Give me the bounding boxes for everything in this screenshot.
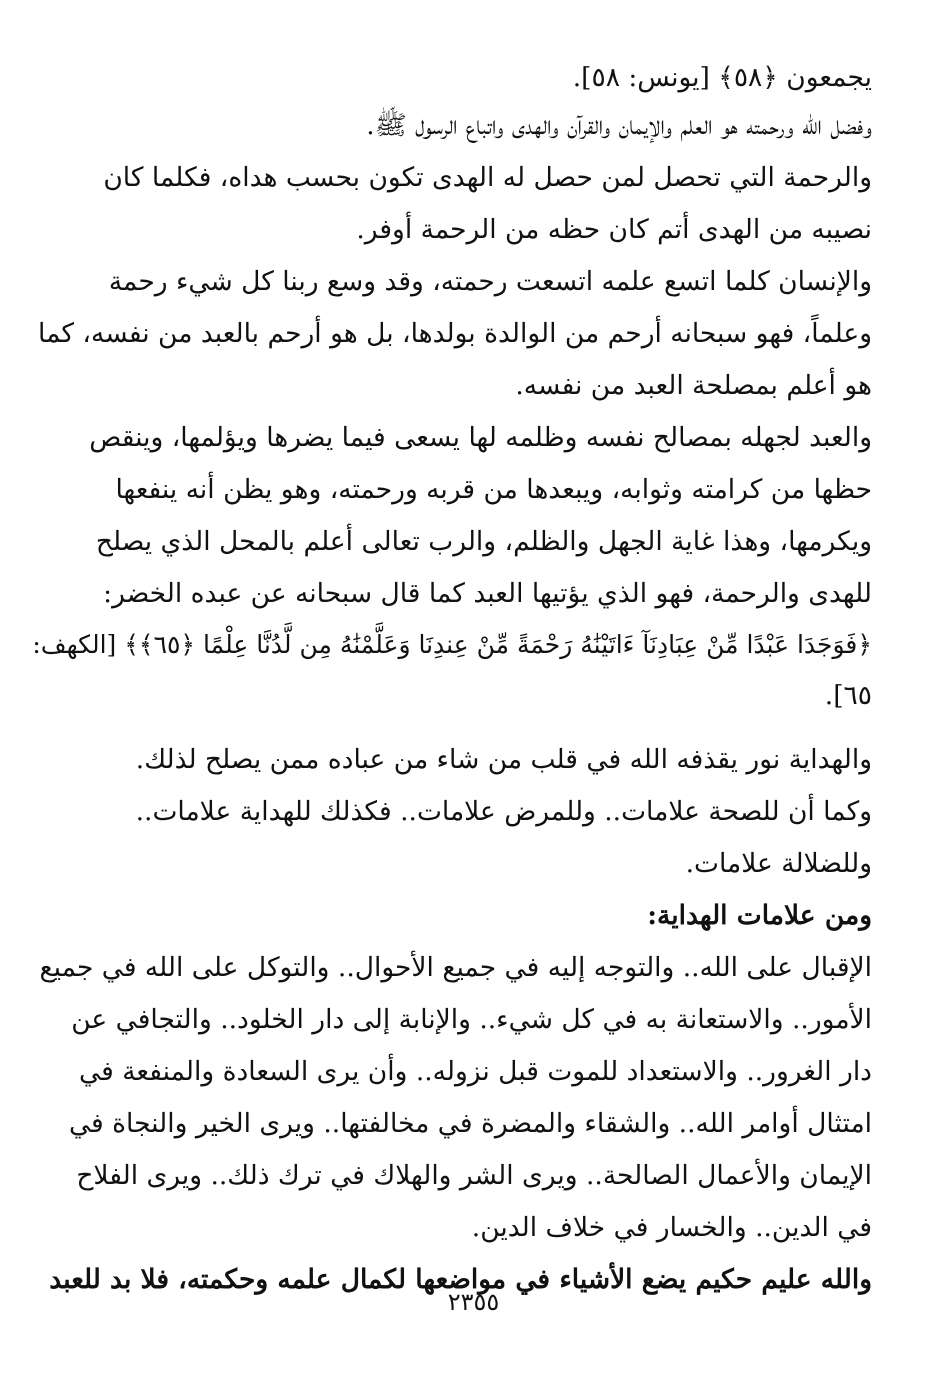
page-body <box>32 56 872 1306</box>
paragraph-line: الأمور.. والاستعانة به في كل شيء.. والإنابة إلى دار الخلود.. والتجافي عن <box>71 1004 872 1035</box>
paragraph-line: هو أعلم بمصلحة العبد من نفسه. <box>515 370 872 401</box>
paragraph-line: وفضل الله ورحمته هو العلم والإيمان والقرآن والهدى واتباع الرسول ﷺ. <box>366 110 872 141</box>
paragraph-line: والهداية نور يقذفه الله في قلب من شاء من عباده ممن يصلح لذلك. <box>135 744 872 775</box>
paragraph-line: دار الغرور.. والاستعداد للموت قبل نزوله.. وأن يرى السعادة والمنفعة في <box>79 1056 872 1087</box>
paragraph-line: والعبد لجهله بمصالح نفسه وظلمه لها يسعى فيما يضرها ويؤلمها، وينقص <box>89 422 872 453</box>
paragraph-line: الإقبال على الله.. والتوجه إليه في جميع الأحوال.. والتوكل على الله في جميع <box>39 952 872 983</box>
paragraph-line: والإنسان كلما اتسع علمه اتسعت رحمته، وقد وسع ربنا كل شيء رحمة <box>108 266 872 297</box>
paragraph-line: وللضلالة علامات. <box>685 848 872 879</box>
page-number: ٢٣٥٥ <box>447 1288 500 1316</box>
paragraph-line: الإيمان والأعمال الصالحة.. ويرى الشر والهلاك في ترك ذلك.. ويرى الفلاح <box>76 1160 872 1191</box>
quran-verse: ﴿فَوَجَدَا عَبْدًا مِّنْ عِبَادِنَآ ءَاتَيْنَٰهُ رَحْمَةً مِّنْ عِندِنَا وَعَلَّمْنَٰهُ مِن لَّدُنَّا عِلْمًا ﴿٦٥﴾﴾ [الكهف: <box>32 630 872 659</box>
paragraph-line: والرحمة التي تحصل لمن حصل له الهدى تكون بحسب هداه، فكلما كان <box>103 162 872 193</box>
paragraph-line: امتثال أوامر الله.. والشقاء والمضرة في مخالفتها.. ويرى الخير والنجاة في <box>68 1108 872 1139</box>
paragraph-line: ويكرمها، وهذا غاية الجهل والظلم، والرب تعالى أعلم بالمحل الذي يصلح <box>95 526 872 557</box>
paragraph-line: للهدى والرحمة، فهو الذي يؤتيها العبد كما قال سبحانه عن عبده الخضر: <box>103 578 872 609</box>
paragraph-line: حظها من كرامته وثوابه، ويبعدها من قربه ورحمته، وهو يظن أنه ينفعها <box>115 474 872 505</box>
paragraph-line: وكما أن للصحة علامات.. وللمرض علامات.. فكذلك للهداية علامات.. <box>135 796 872 827</box>
verse-ending-line: يجمعون ﴿٥٨﴾ [يونس: ٥٨]. <box>572 62 872 93</box>
paragraph-line: وعلماً، فهو سبحانه أرحم من الوالدة بولدها، بل هو أرحم بالعبد من نفسه، كما <box>38 318 872 349</box>
spacer <box>92 722 872 734</box>
verse-reference: ٦٥]. <box>824 680 872 711</box>
paragraph-line: نصيبه من الهدى أتم كان حظه من الرحمة أوفر. <box>356 214 872 245</box>
section-heading: ومن علامات الهداية: <box>647 900 872 931</box>
paragraph-line: في الدين.. والخسار في خلاف الدين. <box>471 1212 872 1243</box>
paragraph-line: والله عليم حكيم يضع الأشياء في مواضعها لكمال علمه وحكمته، فلا بد للعبد <box>49 1264 872 1295</box>
